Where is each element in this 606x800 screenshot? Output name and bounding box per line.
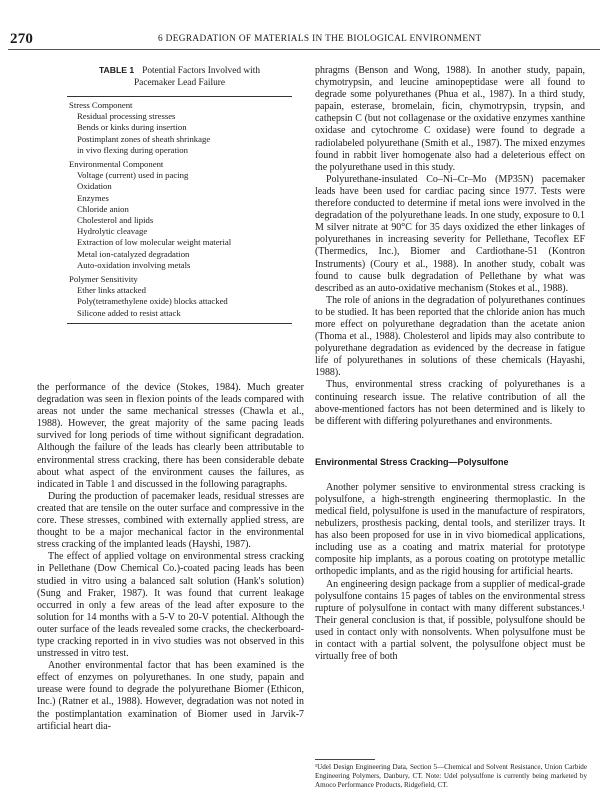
table-item: Bends or kinks during insertion xyxy=(77,122,187,133)
paragraph: During the production of pacemaker leads, residual stresses are created that are tensile on the outer surface and compressive in the core. These stresses, combined with externally applied stress, are thought to be a major mechanical factor in the environmental stress cracking of the implanted leads (Hayshi, 1987). xyxy=(37,490,304,551)
left-column xyxy=(37,382,304,733)
table-item: Enzymes xyxy=(77,192,109,203)
table-caption xyxy=(67,64,292,89)
paragraph: Another environmental factor that has been examined is the effect of enzymes on polyurethanes. In one study, papain and urease were found to degrade the polyurethane Biomer (Ethicon, Inc.) (Ratner et al., 1988). However, degradation was not noted in the postimplantation examination of Biomer used in Jarvik-7 artificial heart dia- xyxy=(37,660,304,732)
table-item: Extraction of low molecular weight material xyxy=(77,237,232,248)
page-number: 270 xyxy=(10,31,34,47)
footnote-rule xyxy=(315,759,375,760)
table-item: Poly(tetramethylene oxide) blocks attacked xyxy=(77,296,228,307)
table-caption-line-2: Pacemaker Lead Failure xyxy=(133,78,226,88)
table-group-stress xyxy=(67,100,292,156)
table-item: Hydrolytic cleavage xyxy=(77,226,148,237)
table-item: Chloride anion xyxy=(77,203,129,214)
table-item: Oxidation xyxy=(77,181,112,192)
table-item: Ether links attacked xyxy=(77,285,146,296)
paragraph: the performance of the device (Stokes, 1984). Much greater degradation was seen in flexion points of the leads compared with areas not under the same mechanical stresses (Chawla et al., 1988). However, the great majority of the same pacing leads survived for long periods of time without significant degradation. Although the failure of the leads has clearly been attributable to environmental stress cracking, there has been considerable debate about what aspect of the environment causes the failures, as indicated in Table 1 and discussed in the following paragraphs. xyxy=(37,382,304,490)
table-caption-line-1: Potential Factors Involved with xyxy=(142,66,261,76)
table-item: Metal ion-catalyzed degradation xyxy=(77,248,190,259)
table-1 xyxy=(67,64,292,324)
table-item: in vivo flexing during operation xyxy=(77,144,188,155)
paragraph: An engineering design package from a supplier of medical-grade polysulfone contains 15 pages of tables on the environmental stress rupture of polysulfone in contact with many different substances.¹ Their general conclusion is that, if possible, polysulfone should be used in contact only with nonsolvents. When polysulfone must be in contact with a partial solvent, the polysulfone object must be virtually free of both xyxy=(315,578,585,663)
table-item: Silicone added to resist attack xyxy=(77,307,181,318)
paragraph: phragms (Benson and Wong, 1988). In another study, papain, chymotrypsin, and leucine aminopeptidase were all found to degrade some polyurethanes (Phua et al., 1987). In a third study, papain, esterase, bromelain, ficin, chymotrypsin, trypsin, and cathepsin C (but not collagenase or the oxidative enzymes xanthine oxidase and cytochrome C oxidase) were found to degrade a radiolabeled polyurethane (Smith et al., 1987). The mixed enzymes found in rabbit liver homogenate also had a deleterious effect on the polyurethane used in this study. xyxy=(315,65,585,173)
table-group-title: Stress Component xyxy=(69,100,133,110)
paragraph: Polyurethane-insulated Co–Ni–Cr–Mo (MP35N) pacemaker leads have been used for cardiac pacing since 1977. Tests were therefore conducted to determine if metal ions were involved in the degradation of the polyurethane leads. In one study, exposure to 0.1 M silver nitrate at 90°C for 35 days oxidized the ether linkages of polyurethanes in increasing severity for Pellethane, Tecoflex EF (Thermedics, Inc.), Biomer and Cardiothane-51 (Kontron Instruments) (Coury et al., 1988). In another study, cobalt was found to cause bulk degradation of Pellethane by what was described as an auto-oxidative mechanism (Stokes et al., 1988). xyxy=(315,173,585,294)
table-body xyxy=(67,100,292,319)
header-rule xyxy=(8,49,600,50)
paragraph: The role of anions in the degradation of polyurethanes continues to be studied. It has been reported that the chloride anion has much more effect on polyurethane degradation than the acetate anion (Thoma et al., 1988). Cholesterol and lipids may also contribute to polyurethane degradation as evidenced by the decrease in fatigue life of polyurethanes in solutions of these chemicals (Hayashi, 1988). xyxy=(315,294,585,379)
table-top-rule xyxy=(67,96,292,97)
paragraph: Thus, environmental stress cracking of polyurethanes is a continuing research issue. The relative contribution of all the above-mentioned factors has not been determined and is likely to be different with differing polyurethanes and environments. xyxy=(315,379,585,427)
table-label: TABLE 1 xyxy=(98,65,135,75)
page-header xyxy=(8,31,598,51)
table-item: Cholesterol and lipids xyxy=(77,215,154,226)
table-group-polymer xyxy=(67,274,292,319)
table-item: Auto-oxidation involving metals xyxy=(77,259,191,270)
table-group-title: Environmental Component xyxy=(69,159,164,170)
table-item: Residual processing stresses xyxy=(77,111,176,122)
right-column xyxy=(315,65,585,663)
table-item: Voltage (current) used in pacing xyxy=(77,170,189,181)
footnote: ¹Udel Design Engineering Data, Section 5—Chemical and Solvent Resistance, Union Carbide Engineering Polymers, Danbury, CT. Note: Udel polysulfone is currently being marketed by Amoco Performance Products, Ridgefield, CT. xyxy=(315,763,587,789)
table-item: Postimplant zones of sheath shrinkage xyxy=(77,133,211,144)
paragraph: The effect of applied voltage on environmental stress cracking in Pellethane (Dow Chemical Co.)-coated pacing leads has been studied in vitro using a balanced salt solution (Hank's solution) (Sung and Fraker, 1987). It was found that current leakage occurred in only a few areas of the lead after exposure to the solution for 14 months with a 5-V to 20-V potential. Although the outer surface of the leads revealed some cracks, the checkerboard-type cracking reported in in vivo studies was not observed in this unstressed in vitro test. xyxy=(37,551,304,660)
table-group-environmental xyxy=(67,159,292,271)
table-bottom-rule xyxy=(67,323,292,324)
section-heading: Environmental Stress Cracking—Polysulfone xyxy=(315,456,509,467)
running-head: 6 DEGRADATION OF MATERIALS IN THE BIOLOGICAL ENVIRONMENT xyxy=(158,34,482,44)
table-group-title: Polymer Sensitivity xyxy=(69,274,138,285)
paragraph: Another polymer sensitive to environmental stress cracking is polysulfone, a high-strength engineering thermoplastic. In the medical field, polysulfone is used in the manufacture of respirators, nebulizers, prosthesis packing, dental tools, and sterilizer trays. It has also been proposed for use in in vivo biomedical applications, including use as a coating and matrix material for prototype composite hip implants, as a porous coating on prototype metallic orthopedic implants, and as the rigid housing for artificial hearts. xyxy=(315,481,585,578)
